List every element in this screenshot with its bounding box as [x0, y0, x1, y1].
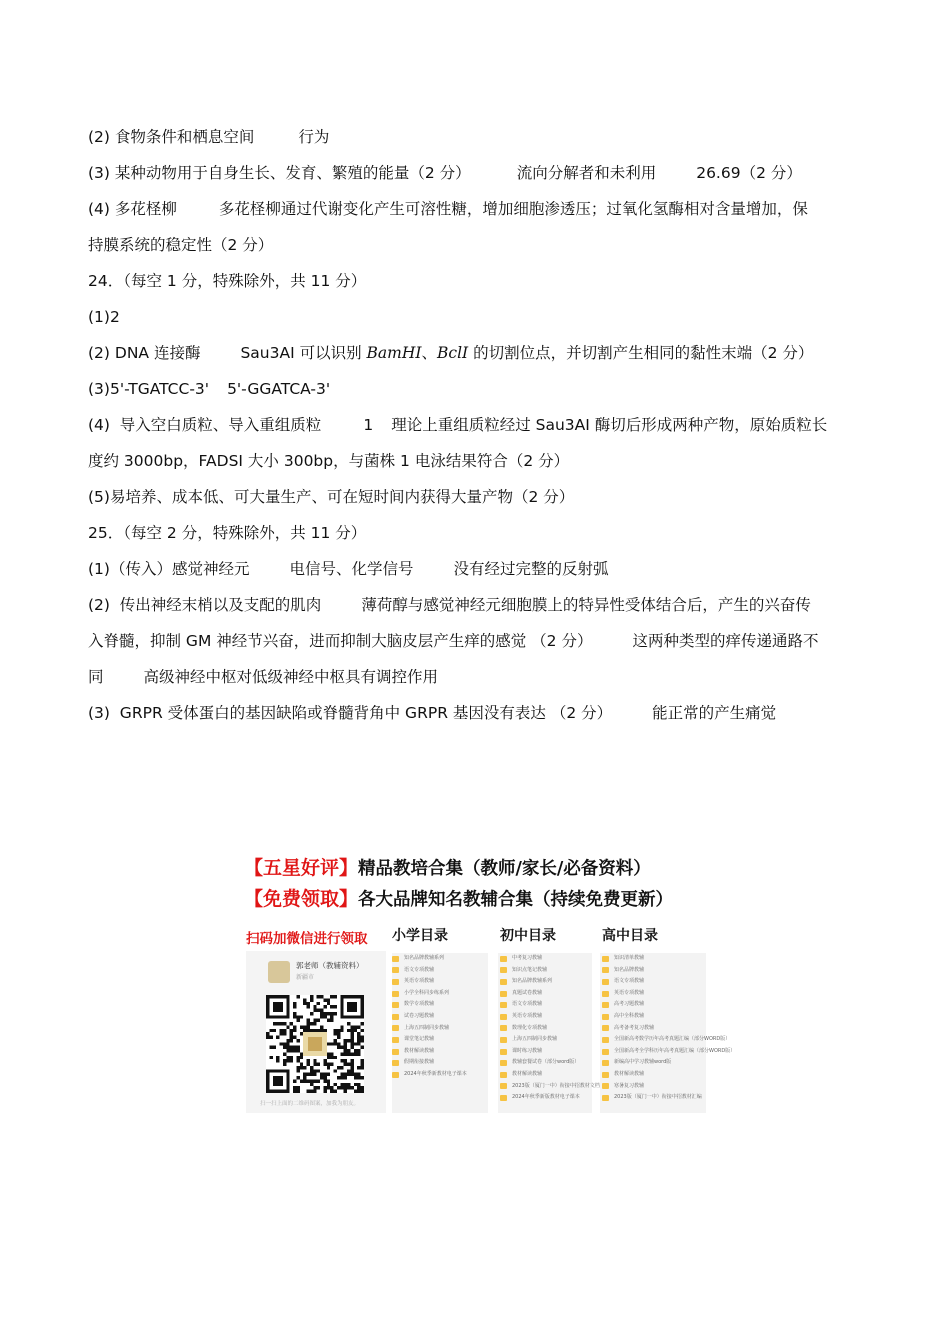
folder-icon [500, 1002, 507, 1008]
promo-body [244, 919, 736, 1113]
column-high [602, 919, 735, 1104]
column-title: 高中目录 [602, 928, 658, 944]
line-q24-4-cont [88, 443, 868, 479]
folder-label: 知名品牌教辅 [614, 966, 645, 973]
folder-icon [602, 1002, 609, 1008]
folder-icon [602, 1037, 609, 1043]
folder-icon [392, 1060, 399, 1066]
text: 5'-GGATCA-3' [227, 380, 331, 398]
text: 流向分解者和未利用 [516, 164, 657, 182]
folder-item[interactable] [602, 1069, 735, 1081]
line-q23-4-cont [88, 227, 868, 263]
answer-document [88, 119, 868, 731]
line-q24-heading [88, 263, 868, 299]
promo-tag: 【五星好评】 [244, 857, 359, 879]
text: (5)易培养、成本低、可大量生产、可在短时间内获得大量产物（2 分） [88, 488, 575, 506]
text: (1)（传入）感觉神经元 [88, 560, 250, 578]
promo-text: 精品教培合集（教师/家长/必备资料） [358, 859, 651, 879]
promo-banner [244, 853, 736, 1121]
folder-label: 知识清单教辅 [614, 955, 645, 961]
folder-icon [602, 979, 609, 985]
folder-icon [500, 1060, 507, 1066]
folder-item[interactable] [602, 1034, 735, 1046]
folder-label: 新编高中学习教辅word版 [614, 1059, 672, 1066]
folder-icon [500, 967, 507, 973]
column-title: 小学目录 [392, 928, 448, 944]
folder-label: 数理化专项教辅 [512, 1024, 548, 1031]
card-footnote: 扫一扫上面的二维码图案，加我为朋友。 [260, 1101, 360, 1107]
text: (3) 某种动物用于自身生长、发育、繁殖的能量（2 分） [88, 164, 471, 182]
promo-tag: 【免费领取】 [244, 888, 359, 910]
italic-enzyme: BclI [437, 344, 469, 362]
folder-icon [392, 1049, 399, 1055]
text: 1 [363, 416, 374, 434]
promo-title-1 [244, 853, 706, 884]
folder-label: 知名品牌教辅系列 [512, 978, 553, 985]
folder-label: 语文专项教辅 [614, 978, 645, 985]
text: (2) 食物条件和栖息空间 [88, 128, 255, 146]
text: 持膜系统的稳定性（2 分） [88, 236, 274, 254]
folder-label: 假期衔接教辅 [404, 1059, 435, 1066]
folder-label: 全国新高考数学历年高考真题汇编（部分WORD版） [614, 1036, 731, 1043]
folder-label: 英语专项教辅 [512, 1012, 543, 1019]
folder-item[interactable] [392, 976, 467, 988]
folder-icon [392, 1037, 399, 1043]
folder-label: 高中全科教辅 [614, 1012, 645, 1019]
folder-icon [500, 1025, 507, 1031]
folder-icon [500, 1037, 507, 1043]
folder-item[interactable] [500, 1046, 600, 1058]
folder-label: 高考备考复习教辅 [614, 1024, 655, 1031]
folder-label: 高考习题教辅 [614, 1001, 645, 1008]
folder-icon [500, 979, 507, 985]
folder-label: 语文专项教辅 [404, 966, 435, 973]
folder-icon [392, 979, 399, 985]
text: 25．（每空 2 分，特殊除外，共 11 分） [88, 524, 367, 542]
italic-enzyme: BamHI [366, 344, 422, 362]
folder-label: 教材解读教辅 [512, 1070, 543, 1077]
folder-icon [392, 1025, 399, 1031]
folder-item[interactable] [602, 1057, 735, 1069]
text: 没有经过完整的反射弧 [453, 560, 609, 578]
folder-icon [500, 1083, 507, 1089]
scan-instruction: 扫码加微信进行领取 [246, 931, 368, 947]
line-q25-1 [88, 551, 868, 587]
folder-label: 2024年秋季新版教材电子课本 [512, 1094, 580, 1101]
folder-item[interactable] [500, 976, 600, 988]
folder-icon [392, 967, 399, 973]
folder-item[interactable] [500, 1081, 600, 1093]
folder-icon [392, 991, 399, 997]
folder-item[interactable] [602, 988, 735, 1000]
folder-item[interactable] [500, 988, 600, 1000]
line-q24-5 [88, 479, 868, 515]
folder-item[interactable] [602, 999, 735, 1011]
folder-item[interactable] [392, 988, 467, 1000]
contact-region: 新疆市 [296, 974, 315, 981]
folder-icon [500, 1095, 507, 1101]
folder-label: 2023版（厦门一中）衔接中招教材文档 [512, 1082, 600, 1089]
folder-icon [500, 956, 507, 962]
folder-item[interactable] [500, 953, 600, 965]
folder-icon [602, 1014, 609, 1020]
folder-icon [602, 1060, 609, 1066]
text: (2) DNA 连接酶 [88, 344, 201, 362]
folder-label: 上海五四制同步教辅 [404, 1024, 450, 1031]
column-title: 初中目录 [500, 928, 556, 944]
folder-label: 课堂笔记教辅 [404, 1036, 435, 1043]
folder-icon [602, 1049, 609, 1055]
folder-icon [602, 1025, 609, 1031]
folder-icon [500, 1014, 507, 1020]
folder-item[interactable] [392, 1046, 467, 1058]
wechat-card [246, 951, 386, 1113]
folder-label: 知识点笔记教辅 [512, 966, 548, 973]
text: 电信号、化学信号 [289, 560, 414, 578]
folder-item[interactable] [500, 1092, 600, 1104]
folder-item[interactable] [500, 965, 600, 977]
text: 理论上重组质粒经过 Sau3AI 酶切后形成两种产物，原始质粒长 [391, 416, 828, 434]
folder-label: 教材解读教辅 [404, 1047, 435, 1054]
folder-icon [392, 1014, 399, 1020]
folder-item[interactable] [602, 1023, 735, 1035]
folder-item[interactable] [602, 1046, 735, 1058]
text: 这两种类型的痒传递通路不 [632, 632, 819, 650]
promo-text: 各大品牌知名教辅合集（持续免费更新） [358, 890, 674, 910]
text: 的切割位点，并切割产生相同的黏性末端（2 分） [468, 344, 814, 362]
folder-label: 2023版（厦门一中）衔接中招教材汇编 [614, 1094, 702, 1101]
text: Sau3AI 可以识别 [240, 344, 367, 362]
text: 入脊髓，抑制 GM 神经节兴奋，进而抑制大脑皮层产生痒的感觉 （2 分） [88, 632, 593, 650]
folder-item[interactable] [500, 1034, 600, 1046]
folder-item[interactable] [602, 1092, 735, 1104]
line-q24-3 [88, 371, 868, 407]
folder-item[interactable] [392, 1057, 467, 1069]
column-primary [392, 919, 467, 1081]
text: (4) 导入空白质粒、导入重组质粒 [88, 416, 322, 434]
qr-code-icon[interactable] [266, 995, 364, 1093]
folder-list [392, 953, 467, 1081]
line-q24-4 [88, 407, 868, 443]
line-q23-4 [88, 191, 868, 227]
line-q24-1 [88, 299, 868, 335]
text: (1)2 [88, 308, 120, 326]
folder-icon [392, 1002, 399, 1008]
folder-label: 全国新高考全学科历年高考真题汇编（部分WORD版） [614, 1047, 736, 1054]
text: 24．（每空 1 分，特殊除外，共 11 分） [88, 272, 367, 290]
folder-label: 小学全科同步练系列 [404, 989, 450, 996]
line-q25-heading [88, 515, 868, 551]
folder-label: 中考复习教辅 [512, 955, 543, 961]
folder-label: 试卷习题教辅 [404, 1012, 435, 1019]
folder-icon [392, 956, 399, 962]
line-q25-3 [88, 695, 868, 731]
folder-label: 教材解读教辅 [614, 1070, 645, 1077]
folder-item[interactable] [392, 1034, 467, 1046]
folder-label: 教辅套餐试卷（部分word版） [512, 1059, 580, 1066]
folder-item[interactable] [392, 1023, 467, 1035]
contact-name: 郭老师（教辅资料） [296, 961, 364, 970]
line-q24-2 [88, 335, 868, 371]
text: 行为 [298, 128, 330, 146]
folder-item[interactable] [500, 1069, 600, 1081]
promo-title-2 [244, 884, 706, 915]
text: (3)5'-TGATCC-3' [88, 380, 210, 398]
line-q25-2 [88, 587, 868, 623]
folder-icon [392, 1072, 399, 1078]
text: (3) GRPR 受体蛋白的基因缺陷或脊髓背角中 GRPR 基因没有表达 （2 分） [88, 704, 613, 722]
folder-icon [500, 991, 507, 997]
folder-label: 上海五四制同步教辅 [512, 1036, 558, 1043]
line-q25-2-cont2 [88, 659, 868, 695]
column-middle [500, 919, 600, 1104]
folder-label: 数学专项教辅 [404, 1001, 435, 1008]
folder-icon [500, 1049, 507, 1055]
folder-label: 寒暑复习教辅 [614, 1082, 645, 1089]
text: 、 [421, 344, 438, 362]
folder-icon [602, 991, 609, 997]
text: 能正常的产生痛觉 [652, 704, 777, 722]
folder-label: 英语专项教辅 [404, 978, 435, 985]
folder-item[interactable] [500, 1023, 600, 1035]
folder-item[interactable] [602, 1011, 735, 1023]
folder-item[interactable] [602, 976, 735, 988]
folder-icon [602, 967, 609, 973]
text: (2) 传出神经末梢以及支配的肌肉 [88, 596, 322, 614]
text: 度约 3000bp，FADSI 大小 300bp，与菌株 1 电泳结果符合（2 分） [88, 452, 570, 470]
folder-icon [602, 1072, 609, 1078]
folder-label: 知名品牌教辅系列 [404, 955, 445, 961]
folder-list [500, 953, 600, 1104]
folder-item[interactable] [392, 953, 467, 965]
text: 薄荷醇与感觉神经元细胞膜上的特异性受体结合后，产生的兴奋传 [361, 596, 811, 614]
folder-label: 2024年秋季新教材电子课本 [404, 1070, 467, 1077]
folder-item[interactable] [602, 1081, 735, 1093]
folder-label: 语文专项教辅 [512, 1001, 543, 1008]
avatar [268, 961, 290, 983]
folder-label: 真题试卷教辅 [512, 989, 543, 996]
folder-label: 英语专项教辅 [614, 989, 645, 996]
folder-item[interactable] [602, 965, 735, 977]
line-q23-3 [88, 155, 868, 191]
line-q23-2 [88, 119, 868, 155]
folder-item[interactable] [500, 1057, 600, 1069]
folder-label: 课时练习教辅 [512, 1047, 543, 1054]
text: 26.69（2 分） [696, 164, 802, 182]
text: 多花柽柳通过代谢变化产生可溶性糖，增加细胞渗透压；过氧化氢酶相对含量增加，保 [218, 200, 808, 218]
folder-list [602, 953, 735, 1104]
folder-item[interactable] [392, 999, 467, 1011]
text: 高级神经中枢对低级神经中枢具有调控作用 [143, 668, 439, 686]
folder-item[interactable] [392, 1069, 467, 1081]
folder-icon [500, 1072, 507, 1078]
folder-item[interactable] [392, 965, 467, 977]
folder-item[interactable] [602, 953, 735, 965]
folder-icon [602, 956, 609, 962]
text: (4) 多花柽柳 [88, 200, 177, 218]
text: 同 [88, 668, 104, 686]
folder-icon [602, 1095, 609, 1101]
folder-item[interactable] [392, 1011, 467, 1023]
folder-icon [602, 1083, 609, 1089]
folder-item[interactable] [500, 999, 600, 1011]
folder-item[interactable] [500, 1011, 600, 1023]
line-q25-2-cont [88, 623, 868, 659]
